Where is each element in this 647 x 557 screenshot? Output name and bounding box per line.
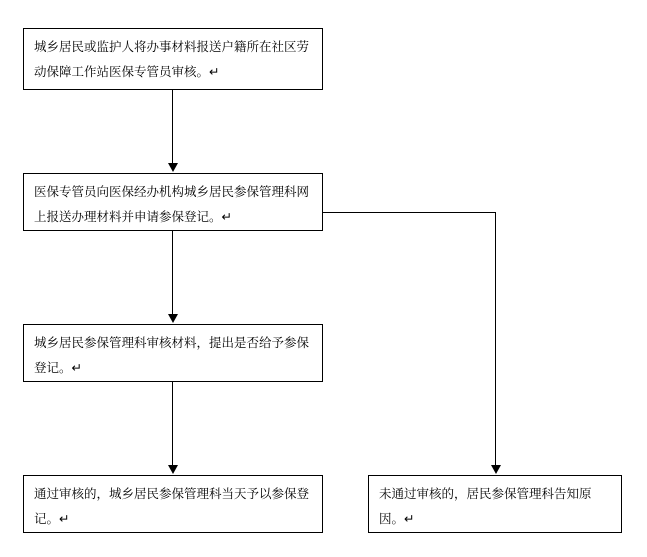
flow-node-4: 通过审核的，城乡居民参保管理科当天予以参保登记。↵	[23, 475, 323, 533]
flow-node-5: 未通过审核的，居民参保管理科告知原因。↵	[368, 475, 622, 533]
connector-2-line	[172, 231, 173, 315]
connector-4-vertical-line	[495, 212, 496, 466]
connector-1-line	[172, 90, 173, 164]
connector-4-arrowhead-icon	[491, 465, 501, 474]
connector-3-line	[172, 382, 173, 466]
connector-1-arrowhead-icon	[168, 163, 178, 172]
flow-node-3: 城乡居民参保管理科审核材料，提出是否给予参保登记。↵	[23, 324, 323, 382]
connector-2-arrowhead-icon	[168, 314, 178, 323]
flow-node-2: 医保专管员向医保经办机构城乡居民参保管理科网上报送办理材料并申请参保登记。↵	[23, 173, 323, 231]
connector-4-horizontal-line	[323, 212, 495, 213]
flow-node-1: 城乡居民或监护人将办事材料报送户籍所在社区劳动保障工作站医保专管员审核。↵	[23, 28, 323, 90]
connector-3-arrowhead-icon	[168, 465, 178, 474]
